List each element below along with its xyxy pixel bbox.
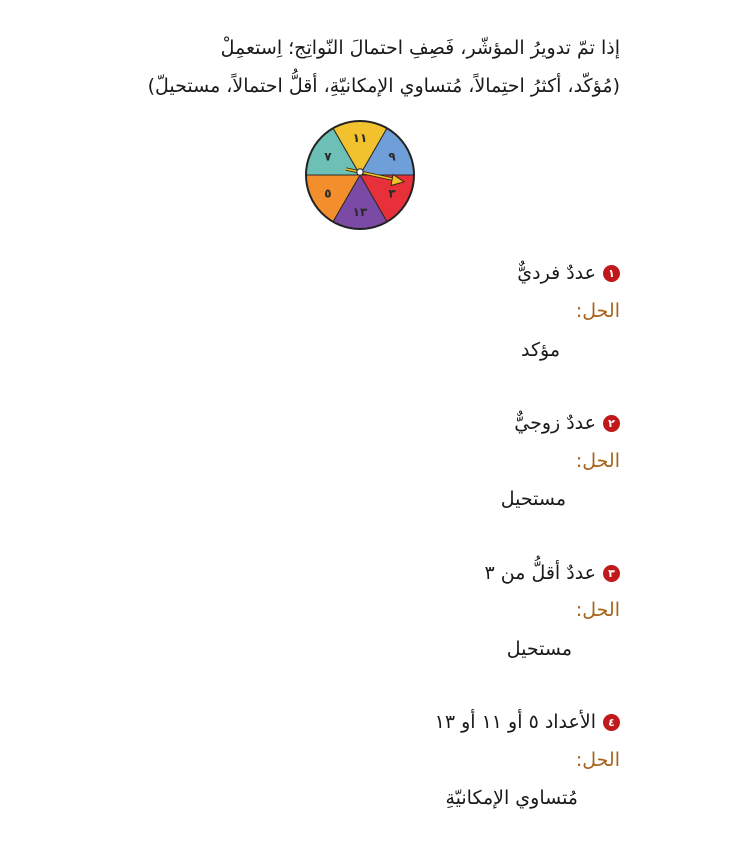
question-text: عددٌ زوجيٌّ [514,412,596,434]
answer-1: مؤكد [520,339,560,361]
question-text: عددٌ أقلُّ من ٣ [484,562,596,584]
question-text: الأعداد ٥ أو ١١ أو ١٣ [434,711,596,733]
answer-3: مستحيل [506,638,572,660]
spinner-sector-label: ٣ [388,186,396,201]
answer-2: مستحيل [500,488,566,510]
spinner-sector-label: ٧ [324,149,332,164]
question-number-badge: ٣ [603,565,620,582]
spinner-pivot [357,169,363,175]
question-4 [435,708,620,736]
spinner-sector-label: ١١ [352,131,368,145]
spinner-sector-label: ٩ [388,149,396,164]
question-number-badge: ١ [603,265,620,282]
solution-label: الحل: [575,599,620,621]
question-2 [514,409,620,437]
question-1 [517,259,620,287]
question-number-badge: ٤ [603,714,620,731]
solution-label: الحل: [575,300,620,322]
spinner-image [302,118,418,232]
spinner-sector-label: ١٣ [352,205,368,219]
solution-label: الحل: [575,749,620,771]
answer-4: مُتساوي الإمكانيّةِ [445,787,578,809]
spinner-sector-label: ٥ [324,186,332,201]
instructions-line-2: (مُؤكّد، أكثرُ احتِمالاً، مُتساوي الإمكانيّةِ، أقلُّ احتمالاً، مستحيلّ) [147,75,620,97]
question-number-badge: ٢ [603,415,620,432]
question-text: عددٌ فرديٌّ [517,262,596,284]
solution-label: الحل: [575,450,620,472]
question-3 [485,559,621,587]
instructions-line-1: إذا تمّ تدويرُ المؤشّر، فَصِفِ احتمالَ النّواتِج؛ اِستعمِلْ [220,37,620,59]
